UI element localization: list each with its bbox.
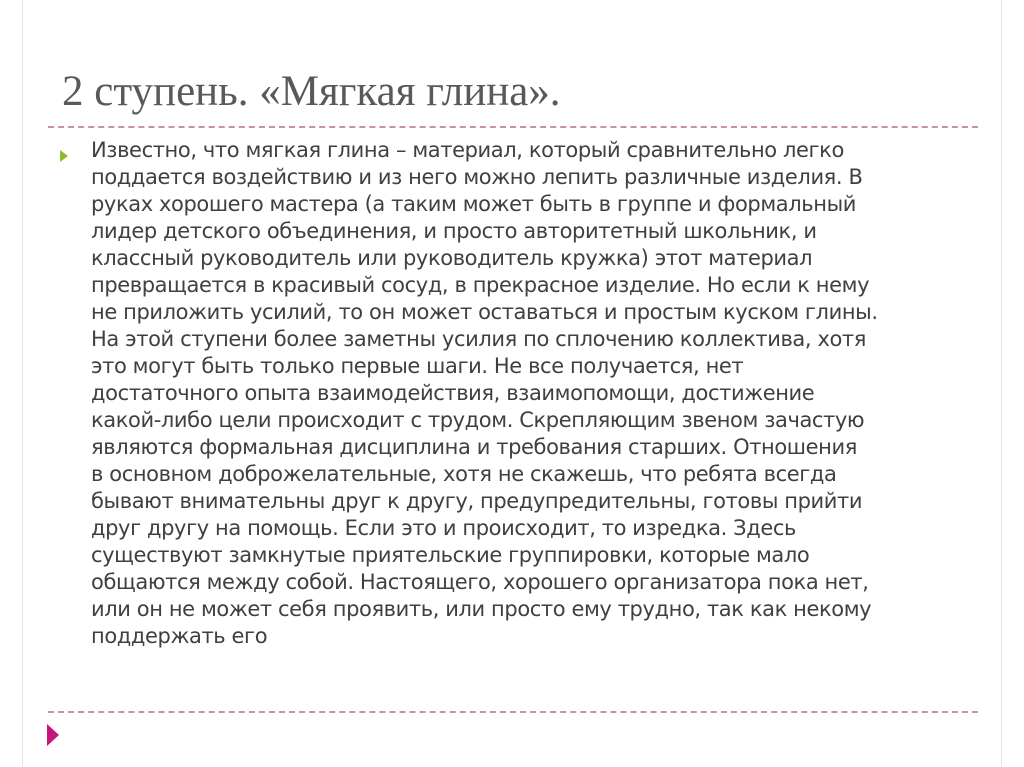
body-line: это могут быть только первые шаги. Не все получается, нет <box>91 354 744 378</box>
body-line: достаточного опыта взаимодействия, взаимопомощи, достижение <box>91 381 815 405</box>
bullet-triangle-icon <box>60 150 68 162</box>
body-line: На этой ступени более заметны усилия по сплочению коллектива, хотя <box>91 327 866 351</box>
body-line: бывают внимательны друг к другу, предупредительны, готовы прийти <box>91 489 863 513</box>
body-line: друг другу на помощь. Если это и происходит, то изредка. Здесь <box>91 516 797 540</box>
body-line: являются формальная дисциплина и требования старших. Отношения <box>91 435 857 459</box>
body-line: в основном доброжелательные, хотя не скажешь, что ребята всегда <box>91 462 837 486</box>
body-line: общаются между собой. Настоящего, хорошего организатора пока нет, <box>91 570 869 594</box>
body-line: существуют замкнутые приятельские группировки, которые мало <box>91 543 810 567</box>
frame-border-left <box>22 0 23 767</box>
body-line: поддержать его <box>91 624 268 648</box>
body-line: классный руководитель или руководитель кружка) этот материал <box>91 246 813 270</box>
slide-body-text <box>91 137 971 650</box>
frame-border-right <box>1001 0 1002 767</box>
body-line: поддается воздействию и из него можно лепить различные изделия. В <box>91 165 863 189</box>
footer-divider <box>48 711 978 713</box>
body-line: превращается в красивый сосуд, в прекрасное изделие. Но если к нему <box>91 273 870 297</box>
title-divider <box>48 126 978 128</box>
body-line: руках хорошего мастера (а таким может быть в группе и формальный <box>91 192 857 216</box>
body-line: Известно, что мягкая глина – материал, который сравнительно легко <box>91 138 844 162</box>
body-line: или он не может себя проявить, или просто ему трудно, так как некому <box>91 597 872 621</box>
body-line: не приложить усилий, то он может оставаться и простым куском глины. <box>91 300 878 324</box>
body-line: лидер детского объединения, и просто авторитетный школьник, и <box>91 219 817 243</box>
next-arrow-icon[interactable] <box>47 724 59 746</box>
body-line: какой-либо цели происходит с трудом. Скрепляющим звеном зачастую <box>91 408 865 432</box>
slide-title: 2 ступень. «Мягкая глина». <box>62 68 561 115</box>
